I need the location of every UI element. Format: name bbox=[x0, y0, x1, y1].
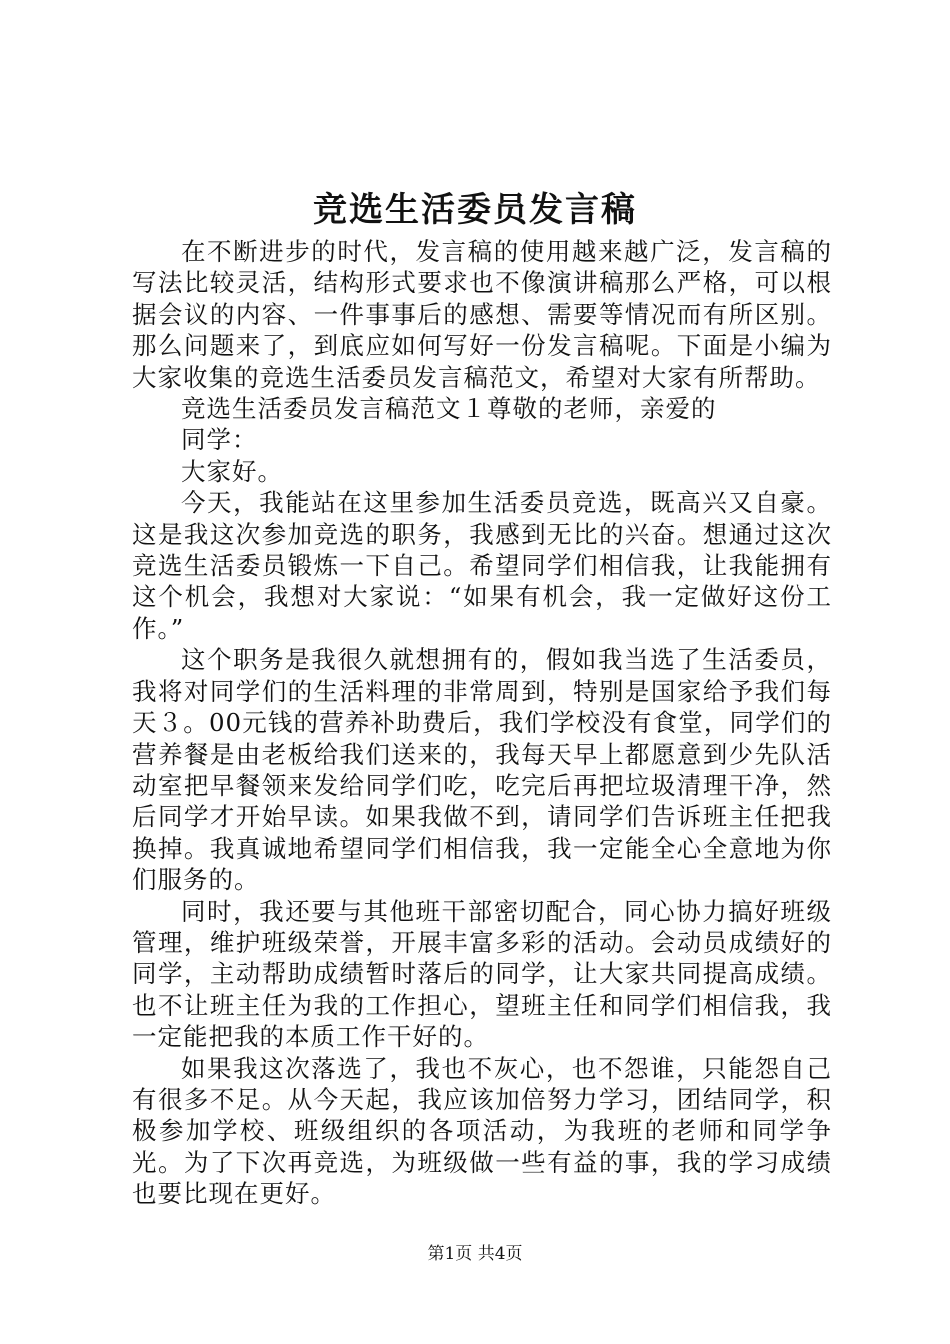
paragraph-duty: 这个职务是我很久就想拥有的，假如我当选了生活委员，我将对同学们的生活料理的非常周到，特别是国家给予我们每天３。00元钱的营养补助费后，我们学校没有食堂，同学们的营养餐是由老板给我们送来的，我每天早上都愿意到少先队活动室把早餐领来发给同学们吃，吃完后再把垃圾清理干净，然后同学才开始早读。如果我做不到，请同学们告诉班主任把我换掉。我真诚地希望同学们相信我，我一定能全心全意地为你们服务的。 bbox=[132, 645, 832, 895]
paragraph-today: 今天，我能站在这里参加生活委员竞选，既高兴又自豪。这是我这次参加竞选的职务，我感到无比的兴奋。想通过这次竞选生活委员锻炼一下自己。希望同学们相信我，让我能拥有这个机会，我想对大家说：“如果有机会，我一定做好这份工作。” bbox=[132, 488, 832, 643]
paragraph-cooperation: 同时，我还要与其他班干部密切配合，同心协力搞好班级管理，维护班级荣誉，开展丰富多彩的活动。会动员成绩好的同学，主动帮助成绩暂时落后的同学，让大家共同提高成绩。也不让班主任为我的工作担心，望班主任和同学们相信我，我一定能把我的本质工作干好的。 bbox=[132, 896, 832, 1052]
paragraph-salutation: 同学： bbox=[181, 425, 258, 455]
paragraph-greeting: 大家好。 bbox=[181, 456, 283, 486]
document-title: 竞选生活委员发言稿 bbox=[313, 190, 637, 230]
document-body bbox=[132, 236, 832, 1210]
paragraph-if-lose: 如果我这次落选了，我也不灰心，也不怨谁，只能怨自己有很多不足。从今天起，我应该加倍努力学习，团结同学，积极参加学校、班级组织的各项活动，为我班的老师和同学争光。为了下次再竞选，为班级做一些有益的事，我的学习成绩也要比现在更好。 bbox=[132, 1053, 832, 1209]
paragraph-sample-heading: 竞选生活委员发言稿范文１尊敬的老师，亲爱的 bbox=[181, 394, 717, 424]
paragraph-intro: 在不断进步的时代，发言稿的使用越来越广泛，发言稿的写法比较灵活，结构形式要求也不像演讲稿那么严格，可以根据会议的内容、一件事事后的感想、需要等情况而有所区别。那么问题来了，到底应如何写好一份发言稿呢。下面是小编为大家收集的竞选生活委员发言稿范文，希望对大家有所帮助。 bbox=[132, 237, 832, 392]
page-number-footer: 第1页 共4页 bbox=[427, 1244, 523, 1264]
